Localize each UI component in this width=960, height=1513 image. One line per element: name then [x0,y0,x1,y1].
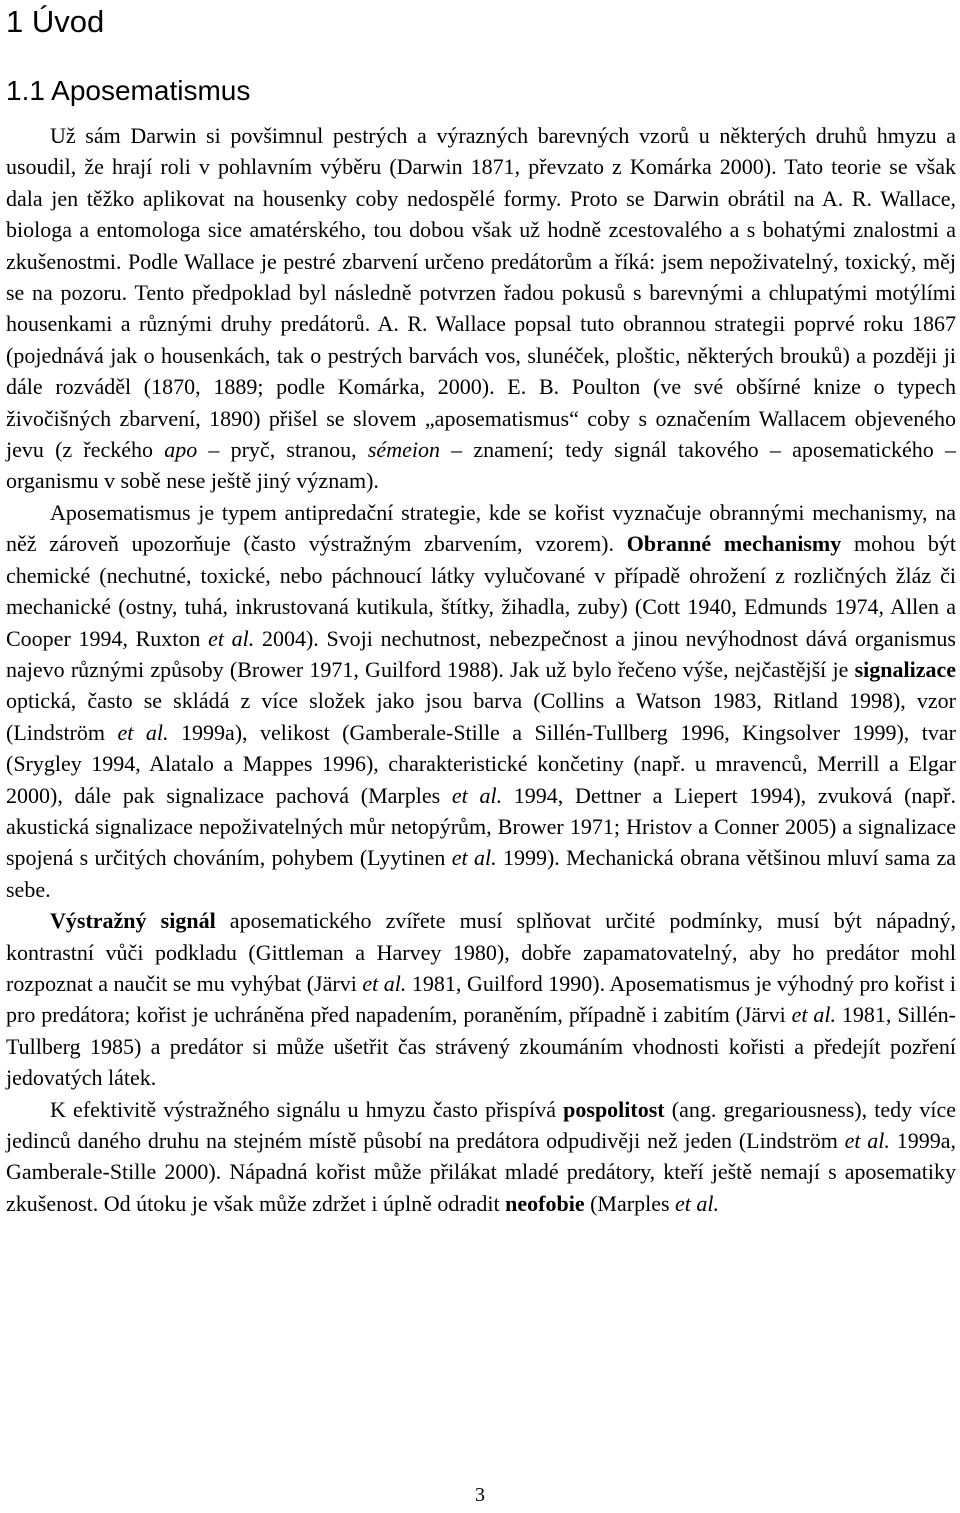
text-run: 1981, Sillén-Tullberg 1985) a predátor si může ušetřit čas strávený zkoumáním vhodnosti kořisti a předejít pozření jedovatých látek. [6,1002,956,1091]
page-number: 3 [475,1484,485,1506]
italic-term: et al. [675,1190,720,1216]
text-run: Aposematismus je typem antipredační strategie, kde se kořist vyznačuje obrannými mechanismy, na něž zároveň upozorňuje (často výstražným zbarvením, vzorem). [6,499,956,557]
italic-term: sémeion [367,437,440,463]
italic-term: et al. [791,1002,837,1028]
bold-term: signalizace [854,656,956,682]
text-run: (ang. gregariousness), tedy více jedinců daného druhu na stejném místě působí na predátora odpudivěji než jeden (Lindström [6,1096,956,1153]
paragraph-gregariousness [6,1094,956,1220]
chapter-heading: 1 Úvod [6,4,105,39]
paragraph-antipredation [6,497,956,905]
text-run: 1994, Dettner a Liepert 1994), zvuková (např. akustická signalizace nepoživatelných můr netopýrům, Brower 1971; Hristov a Conner 2005) a signalizace spojená s určitých chováním, pohybem (Lyytinen [6,782,957,871]
italic-term: et al. [451,845,497,871]
bold-term: pospolitost [563,1096,665,1122]
text-run: 1999a), velikost (Gamberale-Stille a Sillén-Tullberg 1996, Kingsolver 1999), tvar (Srygley 1994, Alatalo a Mappes 1996), charakteristické končetiny (např. u mravenců, Merrill a Elgar 2000), dále pak signalizace pachová (Marples [6,719,956,808]
italic-term: et al. [451,782,503,808]
text-run: aposematického zvířete musí splňovat určité podmínky, musí být nápadný, kontrastní vůči podkladu (Gittleman a Harvey 1980), dobře zapamatovatelný, aby ho predátor mohl rozpoznat a naučit se mu vyhýbat (Järvi [6,908,956,996]
bold-term: Obranné mechanismy [626,531,842,557]
italic-term: et al. [362,970,407,996]
paragraph-warning-signal [6,905,956,1093]
bold-term: neofobie [505,1190,585,1216]
italic-term: et al. [208,625,255,651]
text-run: mohou být chemické (nechutné, toxické, nebo páchnoucí látky vylučované v případě ohrožení z rozličných žláz či mechanické (ostny, tuhá, inkrustovaná kutikula, štítky, žihadla, zuby) (Cott 1940, Edmunds 1974, Allen a Cooper 1994, Ruxton [6,531,956,651]
text-run: – pryč, stranou, [197,437,368,463]
text-run: 1999a, Gamberale-Stille 2000). Nápadná kořist může přilákat mladé predátory, kteří ještě nemají s aposematiky zkušenost. Od útoku je však může zdržet i úplně odradit [6,1128,956,1216]
text-run: optická, často se skládá z více složek jako jsou barva (Collins a Watson 1983, Ritland 1998), vzor (Lindström [6,688,956,745]
paragraph-darwin-wallace [6,120,956,497]
italic-term: apo [164,437,198,463]
text-run: Už sám Darwin si povšimnul pestrých a výrazných barevných vzorů u některých druhů hmyzu a usoudil, že hrají roli v pohlavním výběru (Darwin 1871, převzato z Komárka 2000). Tato teorie se však dala jen těžko aplikovat na housenky coby nedospělé formy. Proto se Darwin obrátil na A. R. Wallace, biologa a entomologa sice amatérského, tou dobou však už hodně zcestovalého a s bohatými znalostmi a zkušenostmi. Podle Wallace je pestré zbarvení určeno predátorům a říká: jsem nepoživatelný, toxický, měj se na pozoru. Tento předpoklad byl následně potvrzen řadou pokusů s barevnými a chlupatými motýlími housenkami a různými druhy predátorů. A. R. Wallace popsal tuto obrannou strategii poprvé roku 1867 (pojednává jak o housenkách, tak o pestrých barvách vos, slunéček, ploštic, některých brouků) a později ji dále rozváděl (1870, 1889; podle Komárka, 2000). E. B. Poulton (ve své obšírné knize o typech živočišných zbarvení, 1890) přišel se slovem „aposematismus“ coby s označením Wallacem objeveného jevu (z řeckého [6,123,956,463]
body-text [6,120,956,1219]
text-run: K efektivitě výstražného signálu u hmyzu často přispívá [50,1096,564,1122]
text-run: 1999). Mechanická obrana většinou mluví sama za sebe. [6,845,956,902]
text-run: (Marples [584,1190,676,1216]
text-run: 2004). Svoji nechutnost, nebezpečnost a jinou nevýhodnost dává organismus najevo různými způsoby (Brower 1971, Guilford 1988). Jak už bylo řečeno výše, nejčastější je [6,625,956,682]
italic-term: et al. [844,1128,890,1153]
italic-term: et al. [117,719,169,745]
text-run: – znamení; tedy signál takového – aposematického – organismu v sobě nese ještě jiný význam). [6,437,957,494]
bold-term: Výstražný signál [50,908,216,934]
section-heading: 1.1 Aposematismus [6,75,251,106]
text-run: 1981, Guilford 1990). Aposematismus je výhodný pro kořist i pro predátora; kořist je uchráněna před napadením, poraněním, případně i zabitím (Järvi [6,970,956,1028]
